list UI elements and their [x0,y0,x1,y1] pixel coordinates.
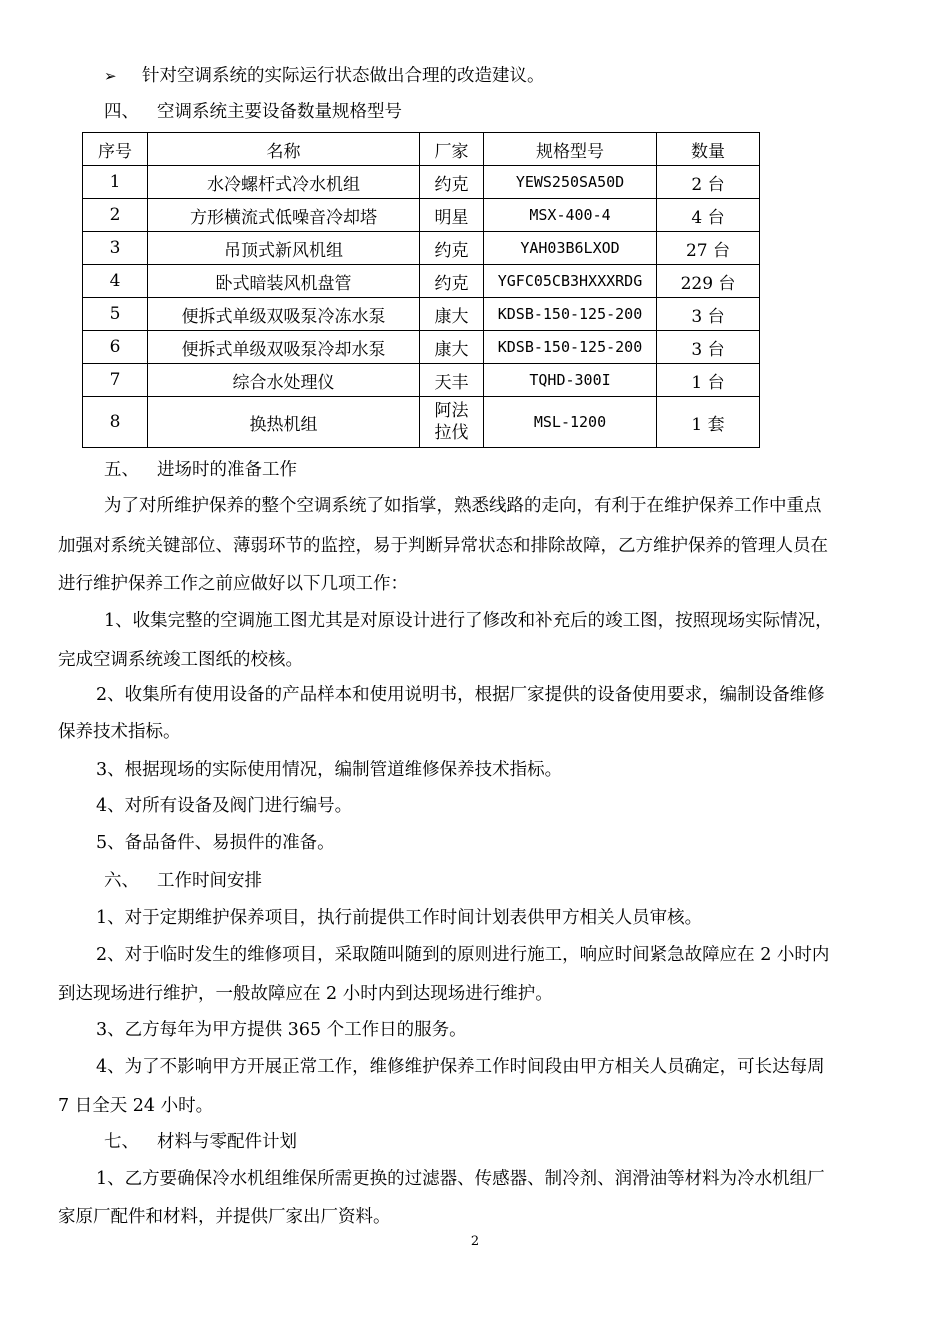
cell-maker: 约克 [420,265,484,298]
table-row [83,364,760,397]
cell-model: KDSB-150-125-200 [484,331,657,364]
cell-maker: 明星 [420,199,484,232]
cell-name: 便拆式单级双吸泵冷却水泵 [148,331,420,364]
section-4-title: 空调系统主要设备数量规格型号 [157,102,402,122]
section-7-heading [104,1130,297,1154]
cell-model: KDSB-150-125-200 [484,298,657,331]
cell-model: TQHD-300I [484,364,657,397]
equipment-table [82,132,760,448]
cell-name: 吊顶式新风机组 [148,232,420,265]
header-name: 名称 [148,133,420,166]
cell-no: 6 [83,331,148,364]
paragraph-line: 3、乙方每年为甲方提供 365 个工作日的服务。 [96,1020,467,1040]
header-maker: 厂家 [420,133,484,166]
paragraph-line: 进行维护保养工作之前应做好以下几项工作： [58,574,408,594]
paragraph-line: 家原厂配件和材料，并提供厂家出厂资料。 [58,1207,391,1227]
cell-no: 5 [83,298,148,331]
page-number: 2 [470,1234,480,1249]
section-7-title: 材料与零配件计划 [157,1132,297,1152]
table-row [83,232,760,265]
header-no: 序号 [83,133,148,166]
cell-name: 换热机组 [148,397,420,448]
paragraph-line: 7 日全天 24 小时。 [58,1096,214,1116]
cell-no: 4 [83,265,148,298]
cell-qty: 1 套 [657,397,760,448]
cell-maker: 康大 [420,331,484,364]
cell-maker-line-1: 阿法 [434,401,469,421]
cell-maker [420,397,484,448]
paragraph-line: 1、收集完整的空调施工图尤其是对原设计进行了修改和补充后的竣工图，按照现场实际情况， [104,611,833,631]
paragraph-line: 1、对于定期维护保养项目，执行前提供工作时间计划表供甲方相关人员审核。 [96,908,703,928]
bullet-text: 针对空调系统的实际运行状态做出合理的改造建议。 [142,66,545,86]
cell-maker: 天丰 [420,364,484,397]
section-4-number: 四、 [104,102,139,122]
cell-model: YEWS250SA50D [484,166,657,199]
paragraph-line: 加强对系统关键部位、薄弱环节的监控，易于判断异常状态和排除故障，乙方维护保养的管理人员在 [58,536,828,556]
paragraph-line: 5、备品备件、易损件的准备。 [96,833,335,853]
section-6-number: 六、 [104,871,139,891]
table-row [83,265,760,298]
paragraph-line: 保养技术指标。 [58,722,181,742]
cell-no: 1 [83,166,148,199]
paragraph-line: 到达现场进行维护，一般故障应在 2 小时内到达现场进行维护。 [58,984,553,1004]
cell-model: YGFC05CB3HXXXRDG [484,265,657,298]
cell-qty: 4 台 [657,199,760,232]
cell-maker: 康大 [420,298,484,331]
cell-maker: 约克 [420,232,484,265]
paragraph-line: 1、乙方要确保冷水机组维保所需更换的过滤器、传感器、制冷剂、润滑油等材料为冷水机组厂 [96,1169,825,1189]
header-qty: 数量 [657,133,760,166]
cell-no: 7 [83,364,148,397]
cell-qty: 229 台 [657,265,760,298]
cell-model: MSX-400-4 [484,199,657,232]
cell-name: 便拆式单级双吸泵冷冻水泵 [148,298,420,331]
cell-model: MSL-1200 [484,397,657,448]
table-row [83,298,760,331]
section-4-heading [104,100,402,124]
header-model: 规格型号 [484,133,657,166]
section-5-heading [104,458,297,482]
paragraph-line: 4、为了不影响甲方开展正常工作，维修维护保养工作时间段由甲方相关人员确定，可长达每周 [96,1057,825,1077]
section-6-heading [104,869,262,893]
cell-model: YAH03B6LXOD [484,232,657,265]
section-7-number: 七、 [104,1132,139,1152]
paragraph-line: 完成空调系统竣工图纸的校核。 [58,650,303,670]
cell-name: 水冷螺杆式冷水机组 [148,166,420,199]
arrow-bullet-icon: ➢ [104,67,117,85]
paragraph-line: 2、对于临时发生的维修项目，采取随叫随到的原则进行施工，响应时间紧急故障应在 2 小时内 [96,945,830,965]
cell-no: 2 [83,199,148,232]
paragraph-line: 4、对所有设备及阀门进行编号。 [96,796,353,816]
bullet-line [104,64,545,88]
section-6-title: 工作时间安排 [157,871,262,891]
cell-qty: 2 台 [657,166,760,199]
cell-qty: 27 台 [657,232,760,265]
paragraph-line: 2、收集所有使用设备的产品样本和使用说明书，根据厂家提供的设备使用要求，编制设备维修 [96,685,825,705]
cell-name: 方形横流式低噪音冷却塔 [148,199,420,232]
paragraph-line: 为了对所维护保养的整个空调系统了如指掌，熟悉线路的走向，有利于在维护保养工作中重点 [104,496,822,516]
cell-maker: 约克 [420,166,484,199]
paragraph-line: 3、根据现场的实际使用情况，编制管道维修保养技术指标。 [96,760,563,780]
section-5-title: 进场时的准备工作 [157,460,297,480]
cell-no: 3 [83,232,148,265]
cell-qty: 3 台 [657,331,760,364]
table-row [83,397,760,448]
cell-qty: 3 台 [657,298,760,331]
section-5-number: 五、 [104,460,139,480]
cell-maker-line-2: 拉伐 [434,423,469,443]
table-row [83,331,760,364]
table-row [83,199,760,232]
cell-qty: 1 台 [657,364,760,397]
table-row [83,166,760,199]
cell-name: 综合水处理仪 [148,364,420,397]
cell-no: 8 [83,397,148,448]
cell-name: 卧式暗装风机盘管 [148,265,420,298]
table-header-row [83,133,760,166]
